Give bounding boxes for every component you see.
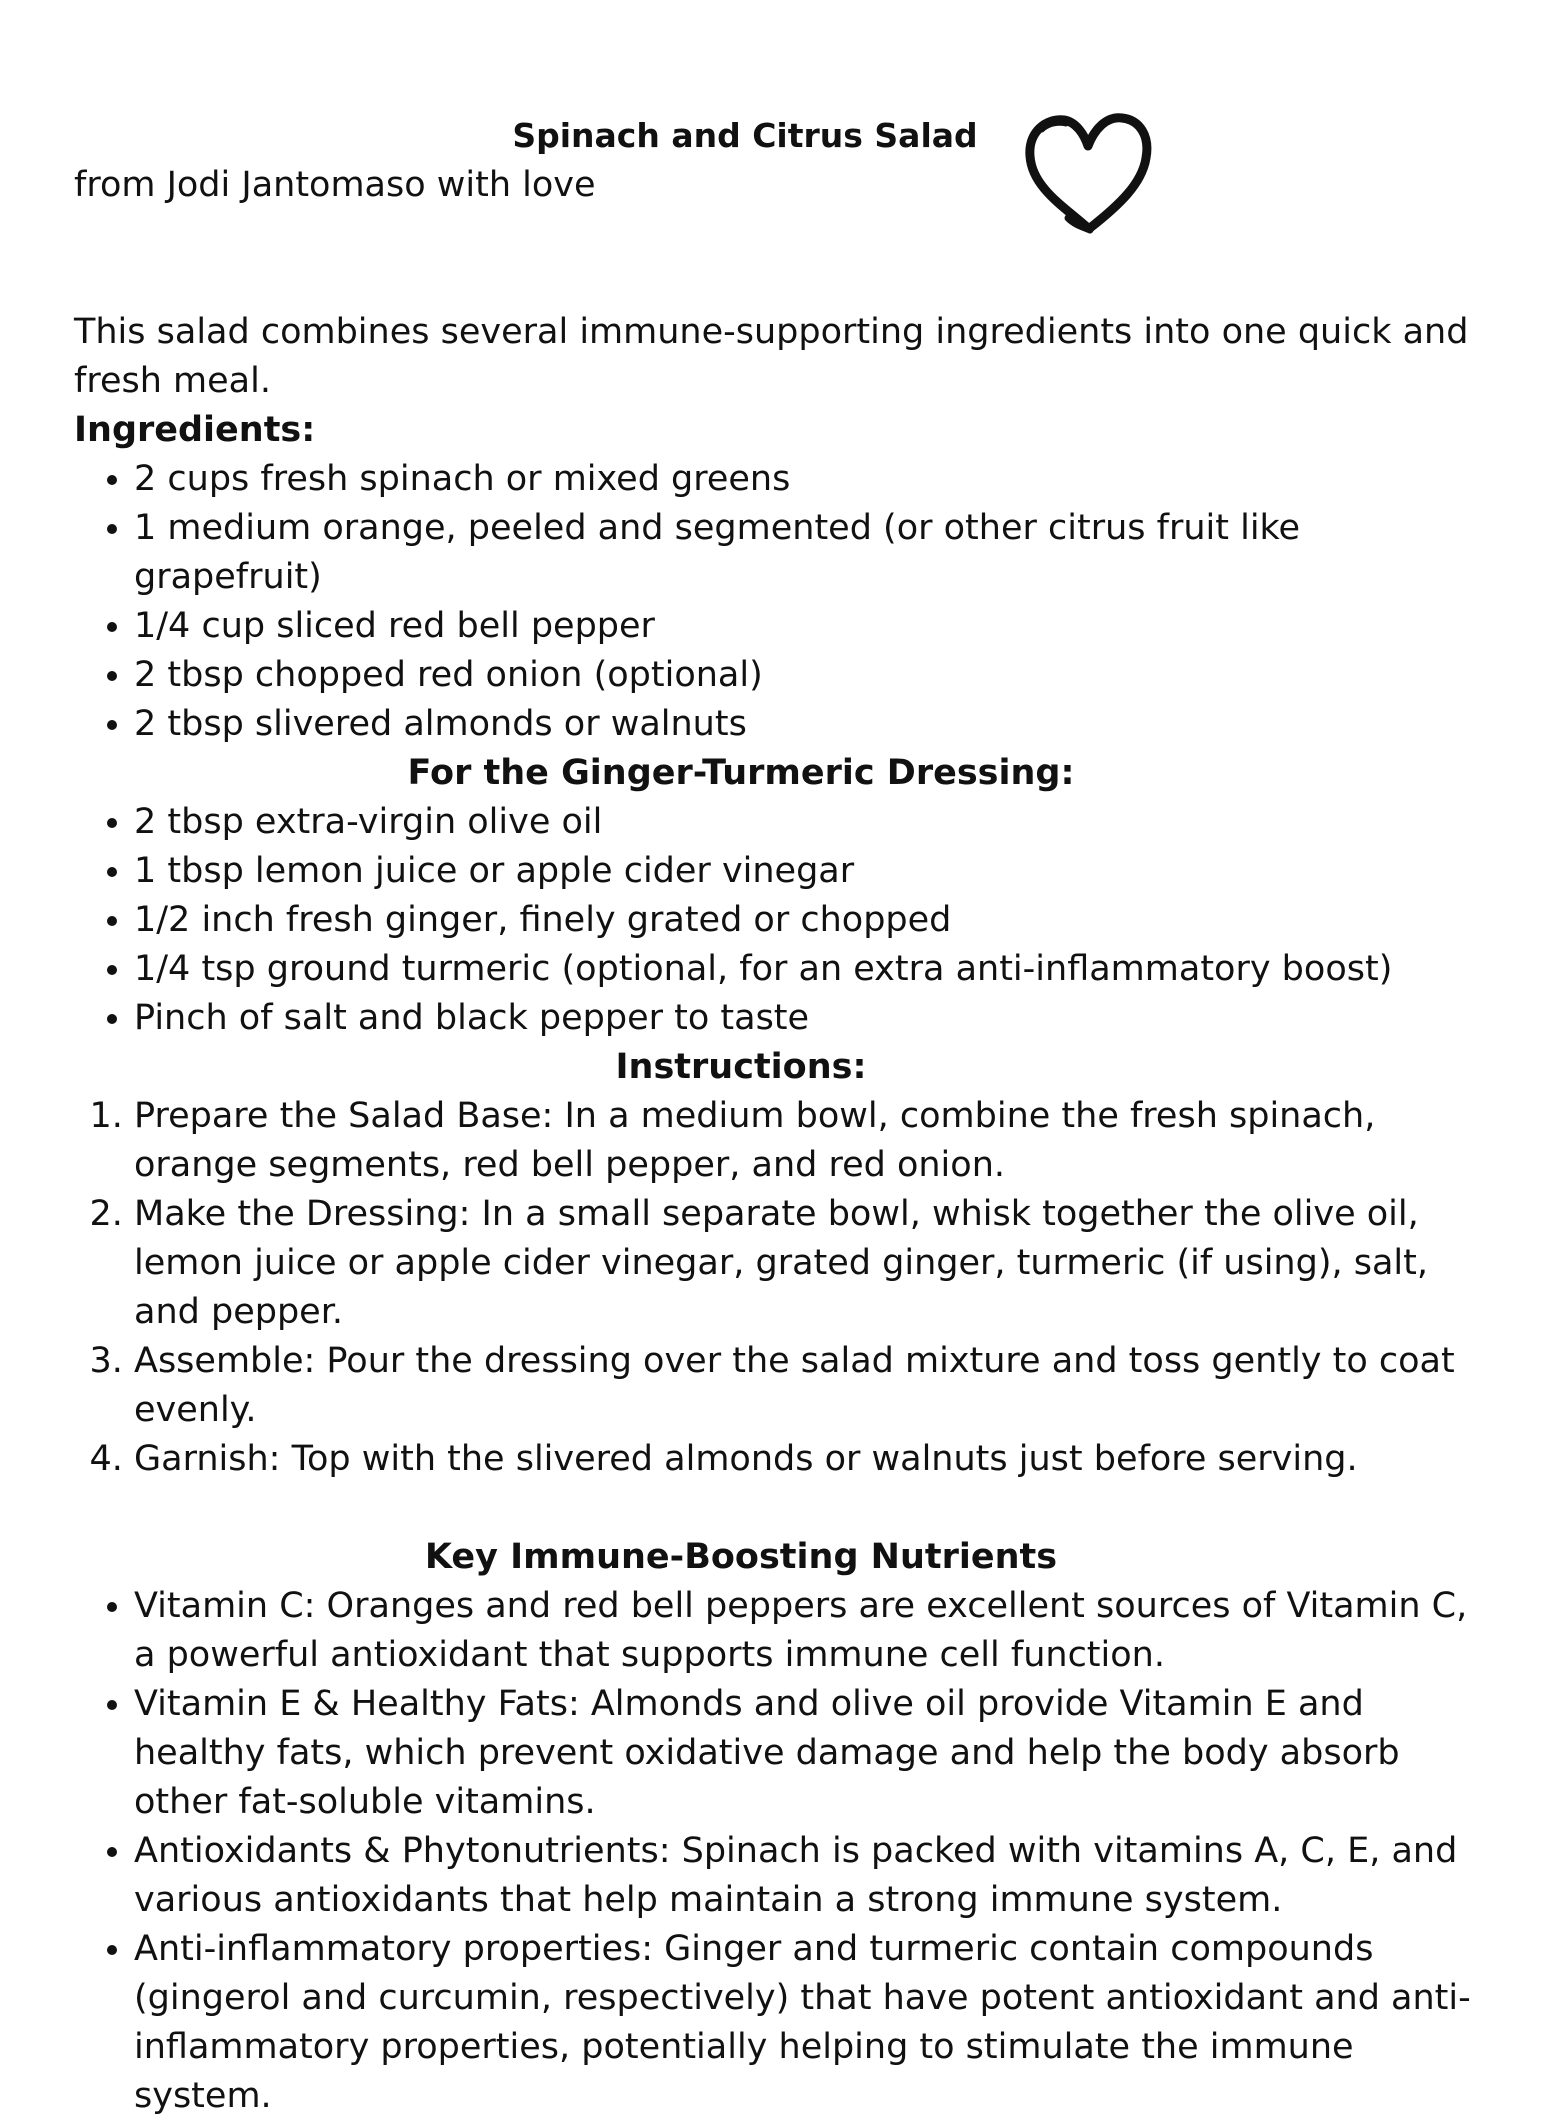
list-item: • Vitamin E & Healthy Fats: Almonds and olive oil provide Vitamin E and healthy fats, which prevent oxidative damage and help the body absorb other fat-soluble vitamins. [134, 1680, 1474, 1827]
list-item: 2. Make the Dressing: In a small separate bowl, whisk together the olive oil, lemon juice or apple cider vinegar, grated ginger, turmeric (if using), salt, and pepper. [134, 1190, 1474, 1337]
list-item: • Vitamin C: Oranges and red bell peppers are excellent sources of Vitamin C, a powerful antioxidant that supports immune cell function. [134, 1582, 1474, 1680]
instructions-list [74, 1092, 1474, 1484]
nutrients-heading: Key Immune-Boosting Nutrients [424, 1537, 1058, 1577]
list-item: • 1/4 tsp ground turmeric (optional, for an extra anti-inflammatory boost) [134, 945, 1474, 994]
list-item: • 1 medium orange, peeled and segmented (or other citrus fruit like grapefruit) [134, 504, 1474, 602]
instructions-heading: Instructions: [615, 1047, 867, 1087]
list-item: • Pinch of salt and black pepper to taste [134, 994, 1474, 1043]
spacer [74, 1484, 1474, 1533]
dressing-list [74, 798, 1474, 1043]
list-item: • 2 tbsp extra-virgin olive oil [134, 798, 1474, 847]
recipe-intro: This salad combines several immune-supporting ingredients into one quick and fresh meal. [74, 312, 1469, 401]
heart-icon [1018, 110, 1158, 240]
list-item: • 1/4 cup sliced red bell pepper [134, 602, 1474, 651]
ingredients-list [74, 455, 1474, 749]
spacer [74, 259, 1474, 308]
list-item: 4. Garnish: Top with the slivered almonds or walnuts just before serving. [134, 1435, 1474, 1484]
list-item: • 2 tbsp slivered almonds or walnuts [134, 700, 1474, 749]
list-item: • 2 tbsp chopped red onion (optional) [134, 651, 1474, 700]
recipe-body [74, 259, 1474, 2121]
list-item: • Antioxidants & Phytonutrients: Spinach is packed with vitamins A, C, E, and various antioxidants that help maintain a strong immune system. [134, 1827, 1474, 1925]
recipe-author: from Jodi Jantomaso with love [74, 165, 596, 205]
list-item: • Anti-inflammatory properties: Ginger and turmeric contain compounds (gingerol and curcumin, respectively) that have potent antioxidant and anti-inflammatory properties, potentially helping to stimulate the immune system. [134, 1925, 1474, 2121]
list-item: 1. Prepare the Salad Base: In a medium bowl, combine the fresh spinach, orange segments, red bell pepper, and red onion. [134, 1092, 1474, 1190]
nutrients-list [74, 1582, 1474, 2121]
ingredients-heading: Ingredients: [74, 410, 316, 450]
list-item: 3. Assemble: Pour the dressing over the salad mixture and toss gently to coat evenly. [134, 1337, 1474, 1435]
dressing-heading: For the Ginger-Turmeric Dressing: [407, 753, 1075, 793]
list-item: • 1 tbsp lemon juice or apple cider vinegar [134, 847, 1474, 896]
recipe-title: Spinach and Citrus Salad [512, 116, 978, 155]
list-item: • 2 cups fresh spinach or mixed greens [134, 455, 1474, 504]
list-item: • 1/2 inch fresh ginger, finely grated or chopped [134, 896, 1474, 945]
